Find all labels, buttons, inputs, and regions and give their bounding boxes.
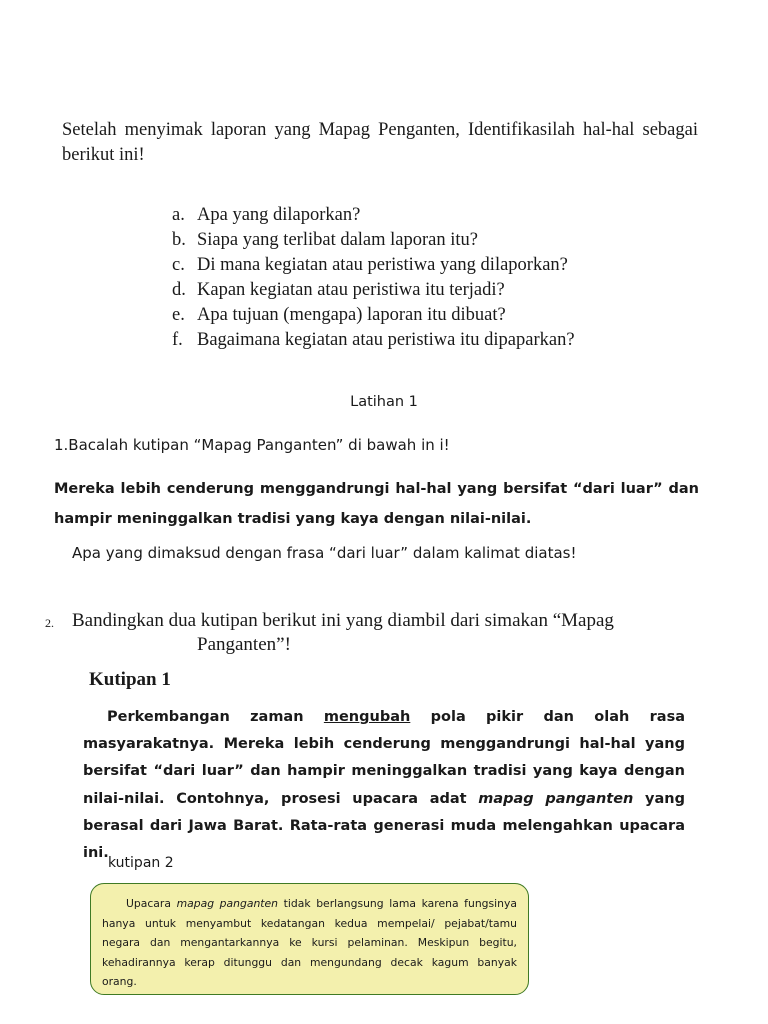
list-marker: b. [172,230,186,250]
list-marker: d. [172,280,186,300]
italic-phrase: mapag panganten [176,897,279,910]
list-marker: c. [172,255,185,275]
list-marker: f. [172,330,183,350]
kutipan-1-text-part: Perkembangan zaman [107,709,324,725]
list-item [172,253,575,278]
list-item-text: Siapa yang terlibat dalam laporan itu? [197,230,478,250]
intro-paragraph [62,118,698,168]
list-item-text: Di mana kegiatan atau peristiwa yang dilaporkan? [197,255,568,275]
question-2-text-cont: Panganten”! [197,634,291,655]
kutipan-1-title: Kutipan 1 [89,669,171,690]
list-marker: a. [172,205,185,225]
list-item [172,278,575,303]
kutipan-2-text-part: tidak berlangsung lama karena fungsinya hanya untuk menyambut kedatangan kedua mempelai/ pejabat/tamu negara dan mengantarkannya ke kursi pelaminan. Meskipun begitu, kehadirannya kerap ditunggu dan mengundang decak kagum banyak orang. [102,897,517,988]
list-item [172,203,575,228]
instruction-1: 1.Bacalah kutipan “Mapag Panganten” di bawah in i! [54,436,450,454]
bold-quote: Mereka lebih cenderung menggandrungi hal-hal yang bersifat “dari luar” dan hampir meninggalkan tradisi yang kaya dengan nilai-nilai. [54,481,699,527]
kutipan-2-paragraph [102,894,517,992]
list-item-text: Apa yang dilaporkan? [197,205,361,225]
list-item-text: Apa tujuan (mengapa) laporan itu dibuat? [197,305,506,325]
list-marker: e. [172,305,185,325]
question-2-number: 2. [45,616,54,630]
kutipan-1-text-part: yang berasal dari Jawa Barat. Rata-rata generasi muda melengahkan upacara ini. [83,790,685,862]
kutipan-1-text-part: pola pikir dan olah rasa masyarakatnya. Mereka lebih cenderung menggandrungi hal-hal yang bersifat “dari luar” dan hampir meninggalkan tradisi yang kaya dengan nilai-nilai. Contohnya, prosesi upacara adat [83,709,685,807]
list-item-text: Kapan kegiatan atau peristiwa itu terjadi? [197,280,505,300]
underlined-word: mengubah [323,709,411,725]
section-title: Latihan 1 [350,394,418,410]
italic-phrase: mapag panganten [478,790,634,807]
list-item [172,228,575,253]
intro-text: Setelah menyimak laporan yang Mapag Penganten, Identifikasilah hal-hal sebagai berikut ini! [62,120,698,165]
kutipan-1-paragraph [83,704,685,867]
list-item [172,328,575,353]
list-item-text: Bagaimana kegiatan atau peristiwa itu dipaparkan? [197,330,575,350]
question-list [172,203,575,353]
kutipan-2-box [90,883,529,995]
question-2-text: Bandingkan dua kutipan berikut ini yang diambil dari simakan “Mapag [72,610,614,631]
kutipan-2-text-part: Upacara [126,897,177,910]
question-1: Apa yang dimaksud dengan frasa “dari luar” dalam kalimat diatas! [72,544,577,562]
list-item [172,303,575,328]
kutipan-2-label: kutipan 2 [108,855,174,871]
